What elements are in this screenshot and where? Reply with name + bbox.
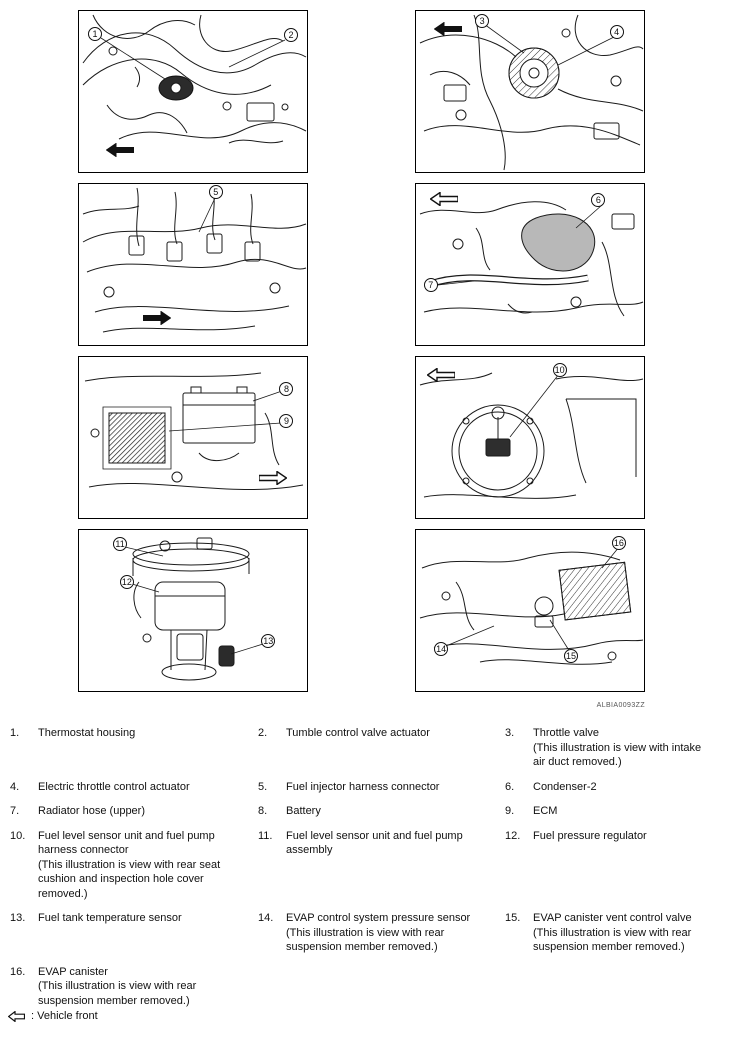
- vehicle-front-direction-arrow-icon: [106, 143, 134, 157]
- legend-item: [258, 829, 505, 902]
- callout-11: 11: [113, 537, 127, 551]
- callout-9: 9: [279, 414, 293, 428]
- panel-condenser-radiator-hose: [415, 183, 645, 346]
- legend-item-text: EVAP canister (This illustration is view with rear suspension member removed.): [38, 965, 258, 1009]
- legend-item: [10, 804, 258, 819]
- callout-5: 5: [209, 185, 223, 199]
- legend-item-number: 16.: [10, 965, 26, 978]
- panel-fuel-pump-assembly: [78, 529, 308, 692]
- legend-item-number: 11.: [258, 829, 273, 842]
- callout-4: 4: [610, 25, 624, 39]
- legend-item-text: Throttle valve (This illustration is view with intake air duct removed.): [533, 726, 728, 770]
- legend-item: [505, 911, 728, 955]
- vehicle-front-direction-arrow-icon: [434, 22, 462, 36]
- callout-14: 14: [436, 644, 447, 655]
- legend-item-text: EVAP control system pressure sensor (This illustration is view with rear suspension member removed.): [286, 912, 471, 953]
- legend-item: [10, 965, 258, 1009]
- legend-item: [505, 726, 728, 770]
- vehicle-front-note: [8, 1010, 98, 1022]
- legend-item-text: Thermostat housing: [38, 727, 136, 739]
- legend: [10, 726, 728, 1008]
- legend-item-note: (This illustration is view with rear suspension member removed.): [38, 980, 197, 1007]
- legend-item-text: Fuel pressure regulator: [533, 829, 647, 842]
- panel-fuel-pump-harness-connector: [415, 356, 645, 519]
- legend-item-number: 1.: [10, 727, 20, 739]
- panel-battery-ecm: [78, 356, 308, 519]
- legend-item-number: 2.: [258, 727, 268, 739]
- panel-evap-canister: [415, 529, 645, 692]
- callout-10: 10: [554, 364, 565, 375]
- legend-item: [258, 726, 505, 770]
- legend-item-text: Battery: [286, 805, 321, 817]
- legend-item-number: 5.: [258, 780, 268, 793]
- callout-12: 12: [121, 576, 132, 587]
- legend-item-number: 15.: [505, 912, 521, 924]
- legend-item-number: 10.: [10, 829, 26, 842]
- engine-line-art: [416, 184, 645, 346]
- legend-item: [10, 780, 258, 795]
- callout-3: 3: [475, 14, 489, 28]
- legend-item-text: Fuel level sensor unit and fuel pump harness connector (This illustration is view with rear seat cushion and inspection hole cover removed.): [38, 829, 258, 902]
- legend-item-text: ECM: [533, 805, 558, 817]
- engine-line-art: [79, 357, 308, 519]
- callout-13: 13: [263, 636, 274, 647]
- panel-fuel-injector-harness: [78, 183, 308, 346]
- callout-7: 7: [424, 278, 438, 292]
- callout-16: 16: [613, 537, 624, 548]
- legend-item-number: 8.: [258, 805, 268, 817]
- legend-item-number: 6.: [505, 780, 515, 793]
- panel-throttle-valve: [415, 10, 645, 173]
- vehicle-front-arrow-icon: [8, 1011, 25, 1022]
- callout-2: 2: [284, 28, 298, 42]
- legend-item-text: Radiator hose (upper): [38, 805, 146, 817]
- legend-item: [258, 780, 505, 795]
- legend-item-text: Condenser-2: [533, 780, 597, 793]
- figure-code: ALBIA0093ZZ: [596, 702, 645, 709]
- legend-item: [505, 780, 728, 795]
- legend-item-number: 13.: [10, 912, 26, 924]
- legend-item-text: Tumble control valve actuator: [286, 727, 430, 739]
- legend-item: [258, 804, 505, 819]
- vehicle-front-direction-arrow-icon: [143, 311, 171, 325]
- legend-item-note: (This illustration is view with rear suspension member removed.): [533, 926, 692, 953]
- legend-item: [505, 829, 728, 902]
- legend-item: [505, 804, 728, 819]
- legend-item-number: 9.: [505, 805, 515, 817]
- legend-item: [10, 911, 258, 955]
- legend-item: [10, 726, 258, 770]
- legend-item-number: 4.: [10, 780, 20, 793]
- engine-line-art: [416, 530, 645, 692]
- legend-item-text: EVAP canister vent control valve (This illustration is view with rear suspension member removed.): [533, 911, 728, 955]
- vehicle-front-direction-arrow-icon: [430, 192, 458, 206]
- diagram-grid: [78, 10, 645, 692]
- vehicle-front-label: : Vehicle front: [31, 1010, 98, 1022]
- legend-item-number: 12.: [505, 829, 521, 842]
- legend-item: [258, 911, 505, 955]
- vehicle-front-direction-arrow-icon: [259, 471, 287, 485]
- engine-line-art: [79, 530, 308, 692]
- legend-item-text: Fuel injector harness connector: [286, 780, 440, 793]
- vehicle-front-direction-arrow-icon: [427, 368, 455, 382]
- legend-item-number: 14.: [258, 912, 274, 924]
- legend-item-note: (This illustration is view with intake air duct removed.): [533, 741, 702, 768]
- legend-item-note: (This illustration is view with rear seat cushion and inspection hole cover removed.): [38, 858, 221, 900]
- callout-6: 6: [591, 193, 605, 207]
- legend-item-number: 7.: [10, 805, 20, 817]
- panel-thermostat-tumble-valve: [78, 10, 308, 173]
- callout-15: 15: [566, 650, 577, 661]
- callout-8: 8: [279, 382, 293, 396]
- callout-1: 1: [88, 27, 102, 41]
- legend-item-text: Fuel tank temperature sensor: [38, 912, 182, 924]
- legend-item-text: Fuel level sensor unit and fuel pump assembly: [286, 829, 463, 856]
- engine-line-art: [79, 184, 308, 346]
- legend-item-text: Electric throttle control actuator: [38, 780, 190, 793]
- legend-item: [10, 829, 258, 902]
- legend-item-number: 3.: [505, 727, 515, 739]
